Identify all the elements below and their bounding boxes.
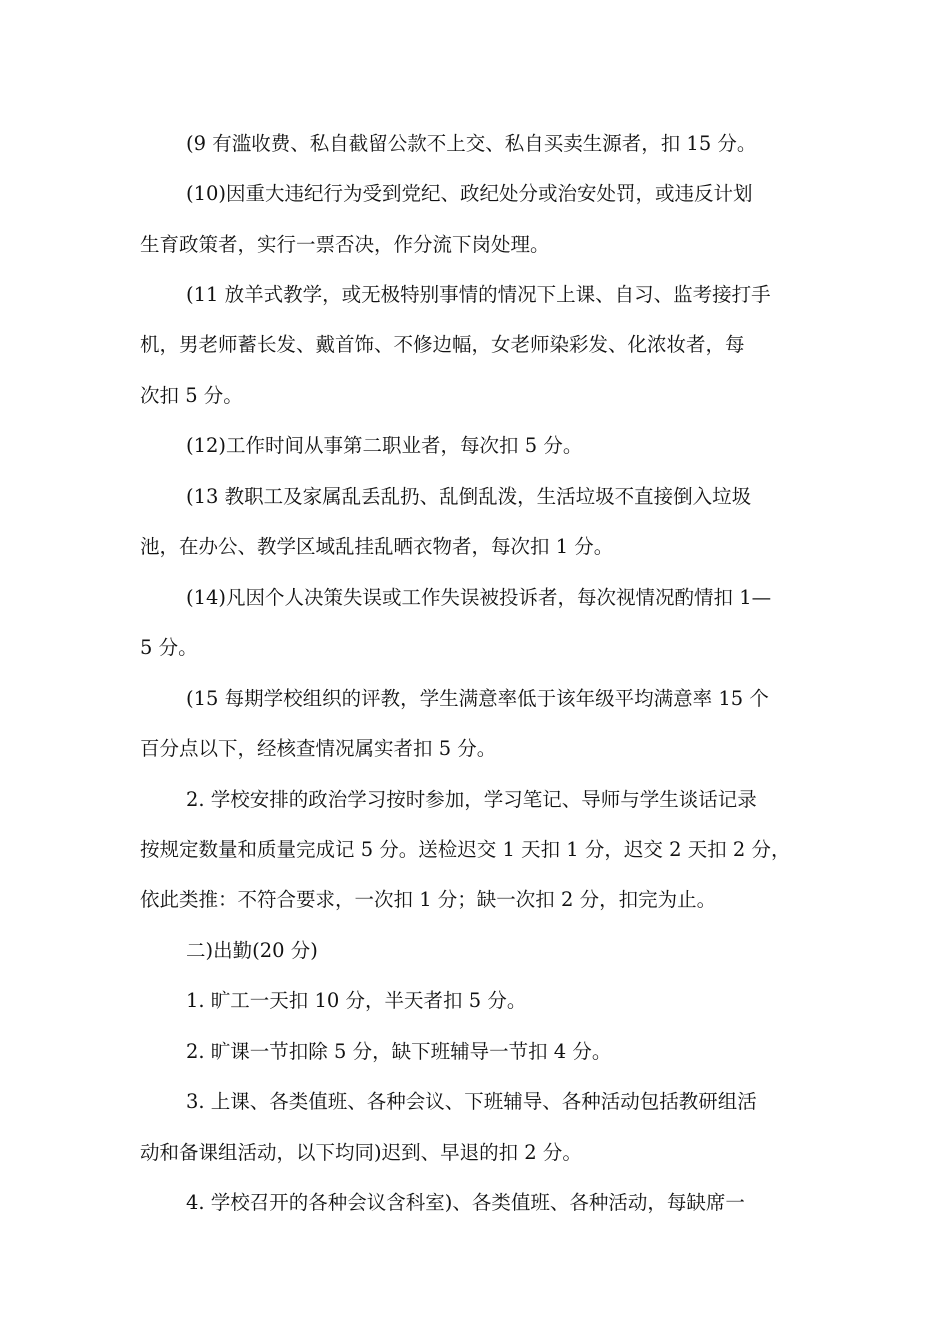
section-heading-attendance: 二)出勤(20 分) — [186, 939, 318, 962]
paragraph-14-line-1: (14)凡因个人决策失误或工作失误被投诉者，每次视情况酌情扣 1— — [186, 586, 772, 609]
paragraph-11-line-1: (11 放羊式教学，或无极特别事情的情况下上课、自习、监考接打手 — [186, 283, 771, 306]
paragraph-10-line-2: 生育政策者，实行一票否决，作分流下岗处理。 — [140, 233, 550, 256]
paragraph-14-line-2: 5 分。 — [140, 636, 198, 659]
attendance-item-2: 2. 旷课一节扣除 5 分，缺下班辅导一节扣 4 分。 — [186, 1040, 612, 1063]
paragraph-13-line-2: 池，在办公、教学区域乱挂乱晒衣物者，每次扣 1 分。 — [140, 535, 614, 558]
paragraph-15-line-1: (15 每期学校组织的评教，学生满意率低于该年级平均满意率 15 个 — [186, 687, 769, 710]
attendance-item-3-line-2: 动和备课组活动，以下均同)迟到、早退的扣 2 分。 — [140, 1141, 582, 1164]
paragraph-11-line-2: 机，男老师蓄长发、戴首饰、不修边幅，女老师染彩发、化浓妆者，每 — [140, 333, 745, 356]
item-2-line-1: 2. 学校安排的政治学习按时参加，学习笔记、导师与学生谈话记录 — [186, 788, 757, 811]
paragraph-12-line-1: (12)工作时间从事第二职业者，每次扣 5 分。 — [186, 434, 583, 457]
paragraph-13-line-1: (13 教职工及家属乱丢乱扔、乱倒乱泼，生活垃圾不直接倒入垃圾 — [186, 485, 752, 508]
attendance-item-4-line-1: 4. 学校召开的各种会议含科室)、各类值班、各种活动，每缺席一 — [186, 1191, 745, 1214]
attendance-item-1: 1. 旷工一天扣 10 分，半天者扣 5 分。 — [186, 989, 527, 1012]
item-2-line-3: 依此类推：不符合要求，一次扣 1 分；缺一次扣 2 分，扣完为止。 — [140, 888, 717, 911]
paragraph-15-line-2: 百分点以下，经核查情况属实者扣 5 分。 — [140, 737, 497, 760]
paragraph-11-line-3: 次扣 5 分。 — [140, 384, 243, 407]
item-2-line-2: 按规定数量和质量完成记 5 分。送检迟交 1 天扣 1 分，迟交 2 天扣 2 分， — [140, 838, 791, 861]
paragraph-9-line-1: (9 有滥收费、私自截留公款不上交、私自买卖生源者，扣 15 分。 — [186, 132, 757, 155]
paragraph-10-line-1: (10)因重大违纪行为受到党纪、政纪处分或治安处罚，或违反计划 — [186, 182, 753, 205]
attendance-item-3-line-1: 3. 上课、各类值班、各种会议、下班辅导、各种活动包括教研组活 — [186, 1090, 757, 1113]
